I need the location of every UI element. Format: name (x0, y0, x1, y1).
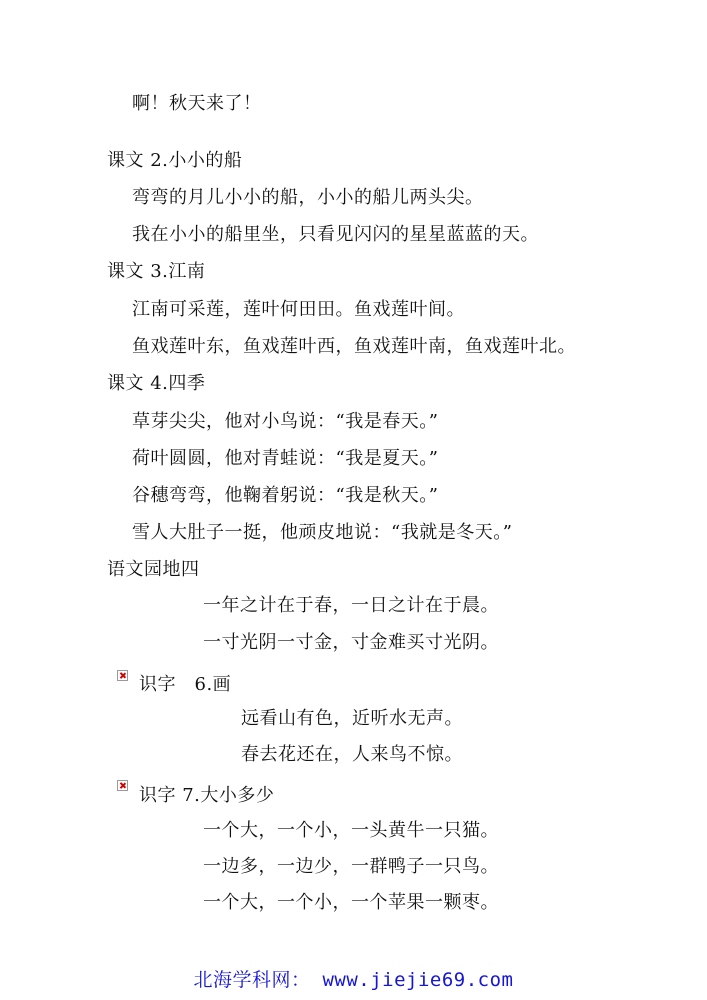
text-line: 我在小小的船里坐，只看见闪闪的星星蓝蓝的天。 (132, 224, 539, 245)
broken-image-icon (117, 780, 128, 791)
text-line: 一寸光阴一寸金，寸金难买寸光阴。 (203, 632, 499, 653)
text-line: 雪人大肚子一挺，他顽皮地说：“我就是冬天。” (132, 522, 513, 543)
text-line: 荷叶圆圆，他对青蛙说：“我是夏天。” (132, 448, 439, 469)
text-line: 一边多，一边少，一群鸭子一只鸟。 (203, 856, 499, 877)
footer-watermark-link[interactable]: 北海学科网： www.jiejie69.com (193, 969, 514, 991)
text-line: 一年之计在于春，一日之计在于晨。 (203, 595, 499, 616)
section-heading: 课文 3.江南 (107, 261, 206, 282)
section-heading: 语文园地四 (107, 559, 200, 580)
text-line: 啊！秋天来了！ (132, 93, 262, 114)
text-line: 鱼戏莲叶东，鱼戏莲叶西，鱼戏莲叶南，鱼戏莲叶北。 (132, 336, 576, 357)
section-heading: 课文 4.四季 (107, 373, 206, 394)
broken-image-icon (117, 670, 128, 681)
text-line: 草芽尖尖，他对小鸟说：“我是春天。” (132, 411, 439, 432)
text-line: 春去花还在，人来鸟不惊。 (241, 744, 463, 765)
section-heading: 识字 7.大小多少 (139, 785, 275, 806)
text-line: 远看山有色，近听水无声。 (241, 708, 463, 729)
text-line: 谷穗弯弯，他鞠着躬说：“我是秋天。” (132, 485, 439, 506)
text-line: 江南可采莲，莲叶何田田。鱼戏莲叶间。 (132, 299, 465, 320)
section-heading: 课文 2.小小的船 (107, 150, 243, 171)
text-line: 一个大，一个小，一个苹果一颗枣。 (203, 892, 499, 913)
text-line: 弯弯的月儿小小的船，小小的船儿两头尖。 (132, 187, 484, 208)
section-heading: 识字 6.画 (139, 674, 232, 695)
text-line: 一个大，一个小，一头黄牛一只猫。 (203, 820, 499, 841)
